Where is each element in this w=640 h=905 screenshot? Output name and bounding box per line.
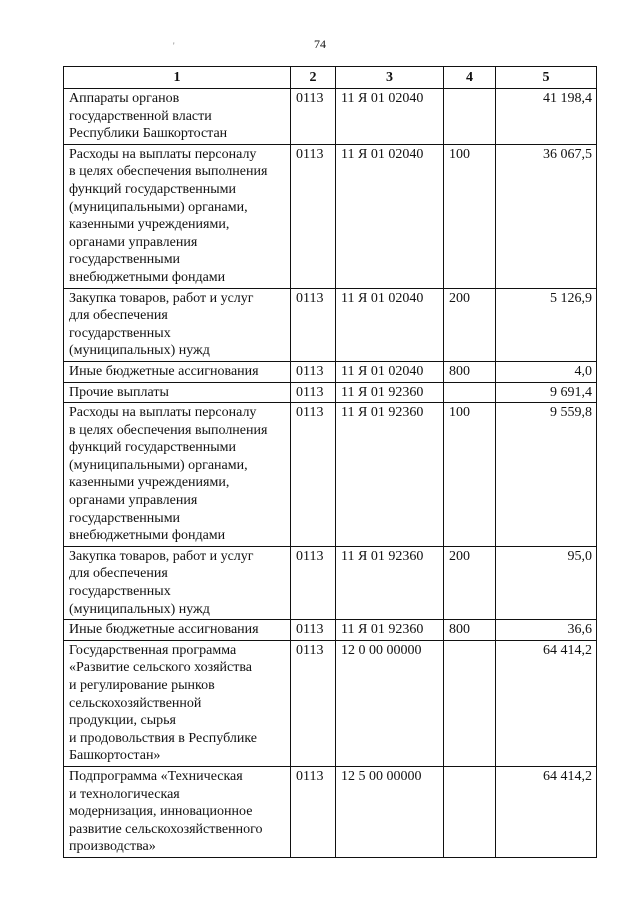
table-row [64, 403, 597, 547]
amount-cell: 9 559,8 [496, 403, 597, 547]
table-row [64, 144, 597, 288]
target-article-cell: 11 Я 01 02040 [336, 361, 444, 382]
header-col-5: 5 [496, 67, 597, 89]
row-name-cell: Прочие выплаты [64, 382, 291, 403]
section-code-cell: 0113 [291, 89, 336, 145]
amount-cell: 64 414,2 [496, 640, 597, 766]
table-row [64, 382, 597, 403]
row-name-cell: Государственная программа «Развитие сельского хозяйства и регулирование рынков сельскохозяйственной продукции, сырья и продовольствия в Республике Башкортостан» [64, 640, 291, 766]
section-code-cell: 0113 [291, 403, 336, 547]
amount-cell: 9 691,4 [496, 382, 597, 403]
budget-table [63, 66, 597, 858]
expense-type-cell [444, 766, 496, 857]
target-article-cell: 12 5 00 00000 [336, 766, 444, 857]
amount-cell: 36,6 [496, 620, 597, 641]
target-article-cell: 11 Я 01 02040 [336, 288, 444, 361]
section-code-cell: 0113 [291, 382, 336, 403]
scan-speck: ' [173, 41, 175, 51]
header-col-4: 4 [444, 67, 496, 89]
target-article-cell: 11 Я 01 92360 [336, 620, 444, 641]
target-article-cell: 11 Я 01 02040 [336, 144, 444, 288]
row-name-cell: Расходы на выплаты персоналу в целях обеспечения выполнения функций государственными (муниципальными) органами, казенными учреждениями, органами управления государственными внебюджетными фондами [64, 403, 291, 547]
header-col-2: 2 [291, 67, 336, 89]
target-article-cell: 11 Я 01 92360 [336, 382, 444, 403]
expense-type-cell: 100 [444, 144, 496, 288]
table-row [64, 361, 597, 382]
section-code-cell: 0113 [291, 766, 336, 857]
expense-type-cell [444, 89, 496, 145]
amount-cell: 36 067,5 [496, 144, 597, 288]
expense-type-cell: 800 [444, 361, 496, 382]
amount-cell: 95,0 [496, 546, 597, 619]
target-article-cell: 11 Я 01 92360 [336, 403, 444, 547]
table-row [64, 640, 597, 766]
section-code-cell: 0113 [291, 144, 336, 288]
expense-type-cell [444, 382, 496, 403]
row-name-cell: Закупка товаров, работ и услуг для обеспечения государственных (муниципальных) нужд [64, 546, 291, 619]
row-name-cell: Иные бюджетные ассигнования [64, 620, 291, 641]
header-col-3: 3 [336, 67, 444, 89]
section-code-cell: 0113 [291, 288, 336, 361]
target-article-cell: 11 Я 01 02040 [336, 89, 444, 145]
target-article-cell: 12 0 00 00000 [336, 640, 444, 766]
amount-cell: 64 414,2 [496, 766, 597, 857]
row-name-cell: Расходы на выплаты персоналу в целях обеспечения выполнения функций государственными (муниципальными) органами, казенными учреждениями, органами управления государственными внебюджетными фондами [64, 144, 291, 288]
section-code-cell: 0113 [291, 620, 336, 641]
amount-cell: 4,0 [496, 361, 597, 382]
page-number: 74 [314, 37, 326, 51]
header-row [64, 67, 597, 89]
table-row [64, 89, 597, 145]
row-name-cell: Закупка товаров, работ и услуг для обеспечения государственных (муниципальных) нужд [64, 288, 291, 361]
target-article-cell: 11 Я 01 92360 [336, 546, 444, 619]
expense-type-cell: 100 [444, 403, 496, 547]
row-name-cell: Подпрограмма «Техническая и технологическая модернизация, инновационное развитие сельскохозяйственного производства» [64, 766, 291, 857]
expense-type-cell [444, 640, 496, 766]
amount-cell: 5 126,9 [496, 288, 597, 361]
table-row [64, 546, 597, 619]
section-code-cell: 0113 [291, 361, 336, 382]
table-row [64, 766, 597, 857]
section-code-cell: 0113 [291, 640, 336, 766]
row-name-cell: Иные бюджетные ассигнования [64, 361, 291, 382]
row-name-cell: Аппараты органов государственной власти Республики Башкортостан [64, 89, 291, 145]
section-code-cell: 0113 [291, 546, 336, 619]
expense-type-cell: 800 [444, 620, 496, 641]
table-row [64, 620, 597, 641]
expense-type-cell: 200 [444, 288, 496, 361]
expense-type-cell: 200 [444, 546, 496, 619]
table-row [64, 288, 597, 361]
amount-cell: 41 198,4 [496, 89, 597, 145]
header-col-1: 1 [64, 67, 291, 89]
